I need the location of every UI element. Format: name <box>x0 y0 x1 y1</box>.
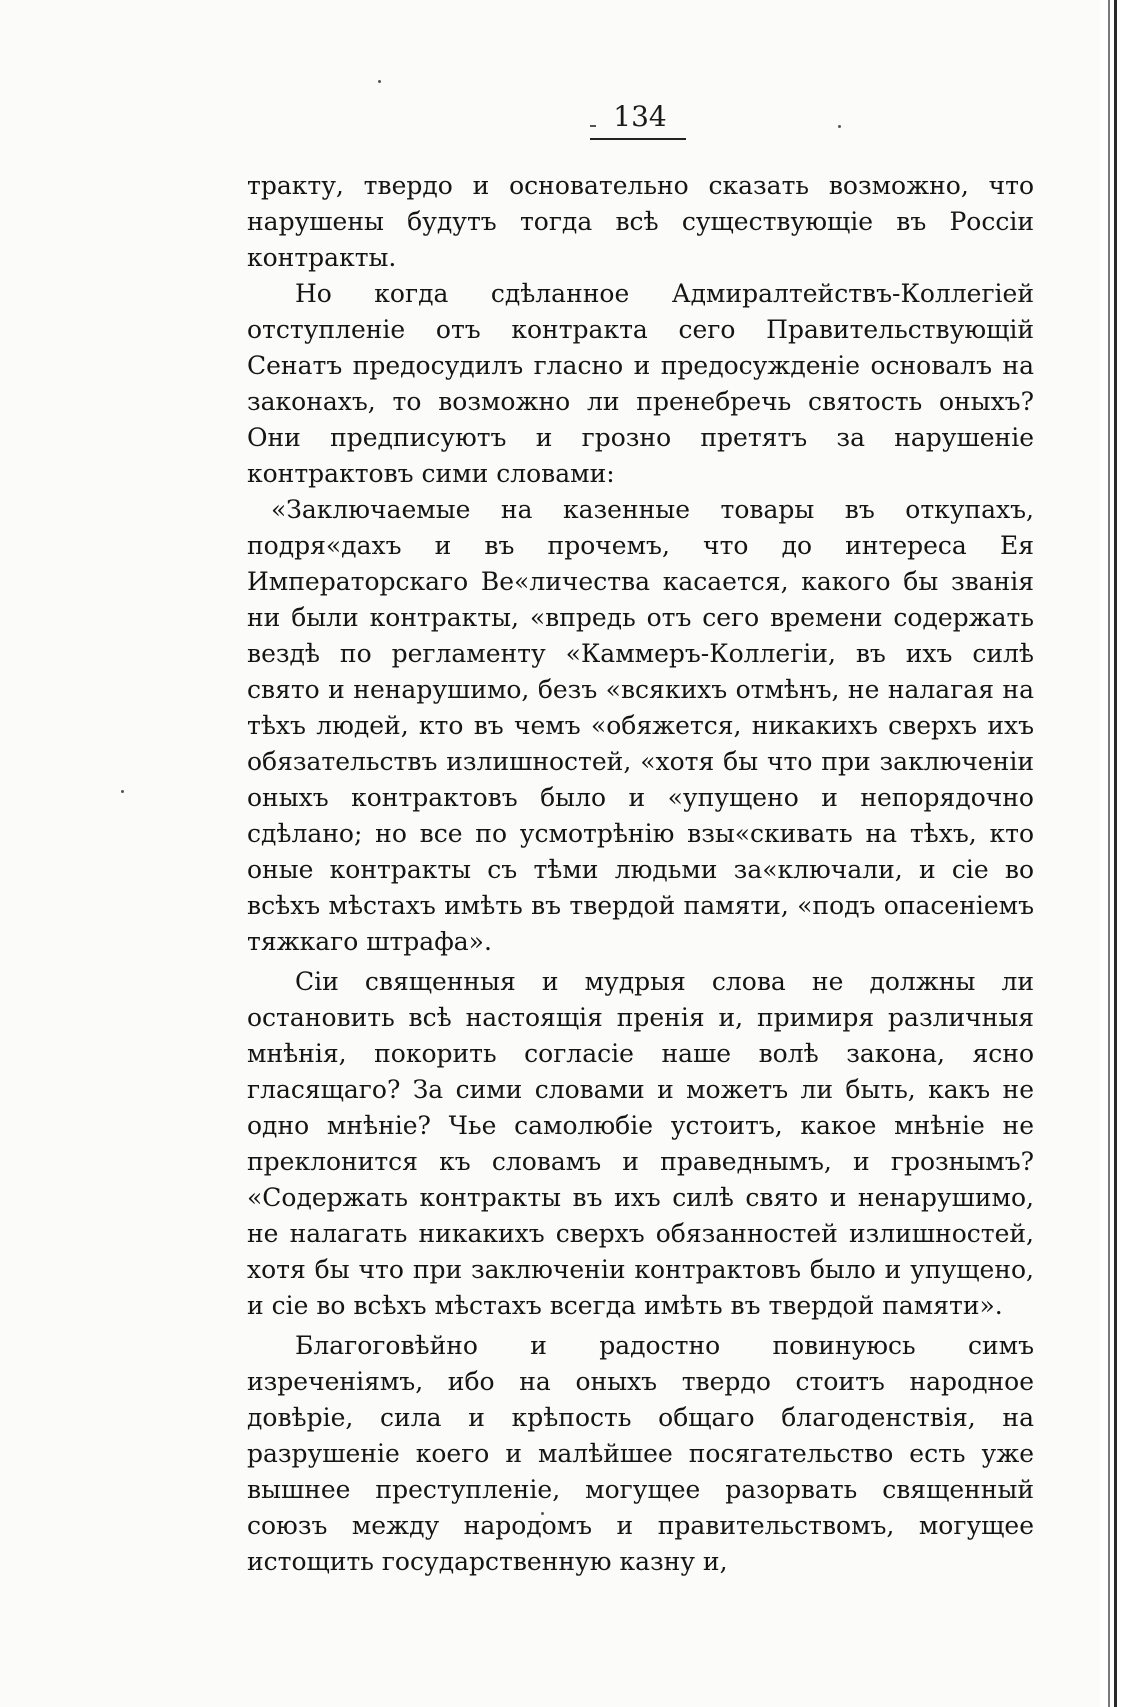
scan-speck <box>378 80 381 83</box>
scan-speck <box>590 125 596 127</box>
paragraph: Сіи священныя и мудрыя слова не должны ли остановить всѣ настоящія пренія и, примиря различныя мнѣнія, покорить согласіе наше волѣ закона, ясно гласящаго? За сими словами и можетъ ли быть, какъ не одно мнѣніе? Чье самолюбіе устоитъ, какое мнѣніе не преклонится къ словамъ и праведнымъ, и грознымъ? «Содержать контракты въ ихъ силѣ свято и ненарушимо, не налагать никакихъ сверхъ обязанностей излишностей, хотя бы что при заключеніи контрактовъ было и упущено, и сіе во всѣхъ мѣстахъ всегда имѣть въ твердой памяти». <box>247 967 1034 1320</box>
paragraph: тракту, твердо и основательно сказать возможно, что нарушены будутъ тогда всѣ существующіе въ Россіи контракты. <box>247 171 1034 272</box>
scan-speck <box>121 790 124 793</box>
page-number: 134 <box>613 100 667 133</box>
page-number-rule <box>590 138 686 140</box>
scan-speck <box>838 125 841 128</box>
page-edge <box>1100 0 1140 1707</box>
binding-line-dark <box>1114 0 1117 1707</box>
quoted-law: «Заключаемые на казенные товары въ откупахъ, подря«дахъ и въ прочемъ, что до интереса Ея Императорскаго Ве«личества касается, какого бы званія ни были контракты, «впредь отъ сего времени содержать вездѣ по регламенту «Каммеръ-Коллегіи, въ ихъ силѣ свято и ненарушимо, безъ «всякихъ отмѣнъ, не налагая на тѣхъ людей, кто въ чемъ «обяжется, никакихъ сверхъ ихъ обязательствъ излишностей, «хотя бы что при заключеніи оныхъ контрактовъ было и «упущено и непорядочно сдѣлано; но все по усмотрѣнію взы«скивать на тѣхъ, кто оные контракты съ тѣми людьми за«ключали, и сіе во всѣхъ мѣстахъ имѣть въ твердой памяти, «подъ опасеніемъ тяжкаго штрафа». <box>247 495 1034 956</box>
paragraph: Но когда сдѣланное Адмиралтействъ-Коллегіей отступленіе отъ контракта сего Правительствующій Сенатъ предосудилъ гласно и предосужденіе основалъ на законахъ, то возможно ли пренебречь святость оныхъ? Они предписуютъ и грозно претятъ за нарушеніе контрактовъ сими словами: <box>247 279 1034 488</box>
body-text <box>247 168 1034 1580</box>
binding-line <box>1108 0 1110 1707</box>
paragraph: Благоговѣйно и радостно повинуюсь симъ изреченіямъ, ибо на оныхъ твердо стоитъ народное довѣріе, сила и крѣпость общаго благоденствія, на разрушеніе коего и малѣйшее посягательство есть уже вышнее преступленіе, могущее разорвать священный союзъ между народомъ и правительствомъ, могущее истощить государственную казну и, <box>247 1331 1034 1576</box>
